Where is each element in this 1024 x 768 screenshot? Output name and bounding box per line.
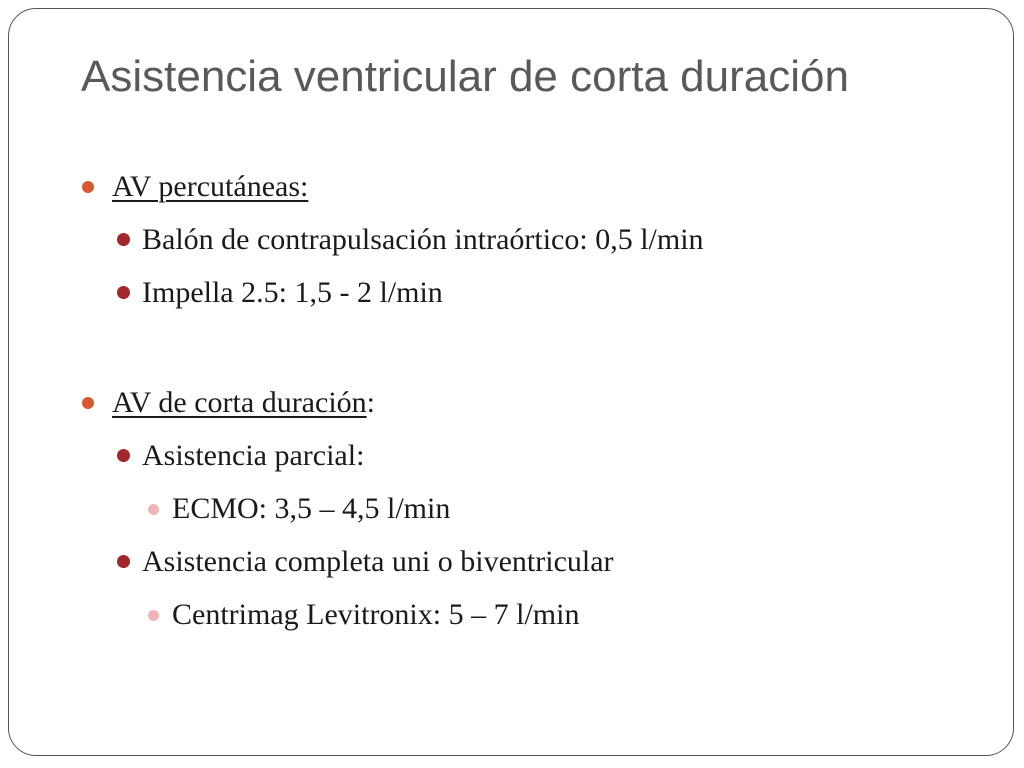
bullet-dot-icon [82,397,94,409]
bullet-text: Balón de contrapulsación intraórtico: 0,5 l/min [142,223,704,256]
bullet-dot-icon [117,555,130,568]
bullet-ecmo [0,482,1000,535]
bullet-text: ECMO: 3,5 – 4,5 l/min [172,492,451,525]
bullet-dot-icon [117,449,130,462]
bullet-text: Centrimag Levitronix: 5 – 7 l/min [172,598,580,631]
bullet-av-corta-duracion [0,376,1000,429]
bullet-impella [0,266,1000,319]
bullet-dot-icon [117,286,130,299]
bullet-centrimag [0,588,1000,641]
bullet-balon [0,213,1000,266]
bullet-text: Impella 2.5: 1,5 - 2 l/min [142,276,443,309]
bullet-asistencia-parcial [0,429,1000,482]
bullet-dot-icon [117,233,130,246]
slide-title: Asistencia ventricular de corta duración [81,52,849,101]
bullet-dot-icon [148,610,159,621]
bullet-text: Asistencia completa uni o biventricular [142,545,614,578]
bullet-dot-icon [82,181,94,193]
section-heading-suffix: : [366,386,375,419]
bullet-list [0,160,1000,641]
section-heading: AV de corta duración [112,386,367,419]
bullet-text: Asistencia parcial: [142,439,365,472]
section-heading: AV percutáneas: [112,170,309,203]
bullet-asistencia-completa [0,535,1000,588]
bullet-dot-icon [148,504,159,515]
bullet-av-percutaneas [0,160,1000,213]
